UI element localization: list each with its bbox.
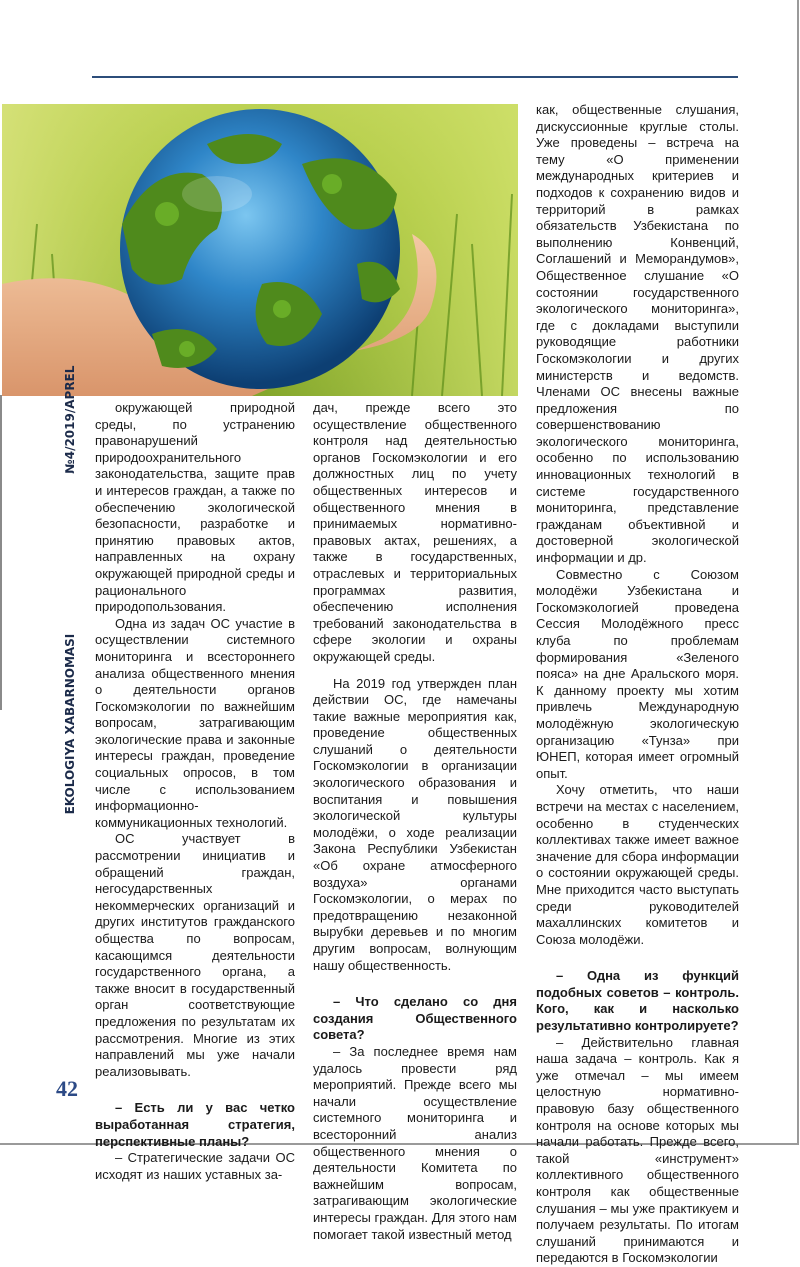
paragraph: Хочу отметить, что наши встречи на местах с населением, особенно в студенческих коллективах также имеет важное значение для сбора информации о состоянии окружающей среды. Мне приходится часто выступать среди руководителей махаллинских комитетов и Союза молодёжи. <box>536 782 739 947</box>
page-number: 42 <box>56 1076 78 1101</box>
issue-date: №4/2019/APREL <box>63 365 77 474</box>
paragraph: дач, прежде всего это осуществление общественного контроля над деятельностью органов Госкомэкологии и его должностных лиц по учету общественных интересов и общественного мнения в принимаемых нормативно-правовых актах, решениях, а также в государственных, отраслевых и территориальных программах развития, обеспечению исполнения требований законодательства в сфере экологии и охраны окружающей среды. <box>313 400 517 664</box>
paragraph: ОС участвует в рассмотрении инициатив и обращений граждан, негосударственных некоммерческих организаций и других институтов гражданского общества по вопросам, касающимся деятельности государственного органа, а также вносит в государственный орган соответствующие предложения по результатам их рассмотрения. Многие из этих направлений мы уже начали реализовывать. <box>95 831 295 1079</box>
journal-name: EKOLOGIYA XABARNOMASI <box>63 633 77 815</box>
question-heading: – Одна из функций подобных советов – контроль. Кого, как и насколько результативно контролируете? <box>536 968 739 1034</box>
paragraph: – Стратегические задачи ОС исходят из наших уставных за- <box>95 1150 295 1182</box>
side-line <box>0 395 2 710</box>
running-header-text <box>63 366 77 815</box>
hero-photo <box>2 104 518 396</box>
globe-in-hand-icon <box>2 104 518 396</box>
question-heading: – Что сделано со дня создания Общественного совета? <box>313 994 517 1043</box>
running-header <box>55 365 85 815</box>
paragraph: окружающей природной среды, по устранению правонарушений природоохранительного законодательства, защите прав и интересов граждан, а также по обеспечению экологической безопасности, разработке и принятию правовых актов, направленных на охрану окружающей природной среды и рационального природопользования. <box>95 400 295 615</box>
paragraph: Совместно с Союзом молодёжи Узбекистана и Госкомэкологией проведена Сессия Молодёжного пресс клуба по проблемам формирования «Зеленого пояса» на дне Аральского моря. К данному проекту мы хотим привлечь Международную молодёжную экологическую организацию «Тунза» при ЮНЕП, которая имеет огромный опыт. <box>536 566 739 781</box>
paragraph: – Действительно главная наша задача – контроль. Как я уже отмечал – мы имеем целостную нормативно-правовую базу общественного контроля на основе которых мы начали работать. Прежде всего, такой «инструмент» коллективного общественного контроля как общественные слушания – мы уже практикуем и получаем результаты. По итогам слушаний принимаются и передаются в Госкомэкологии <box>536 1034 739 1266</box>
question-heading: – Есть ли у вас четко выработанная стратегия, перспективные планы? <box>95 1100 295 1149</box>
paragraph: На 2019 год утвержден план действии ОС, где намечаны такие важные мероприятия как, проведение общественных слушаний о деятельности Госкомэкологии в организации экологического образования и воспитания и повышения экологической культуры молодёжи, о ходе реализации Закона Республики Узбекистан «Об охране атмосферного воздуха» органами Госкомэкологии, о мерах по предотвращению незаконной вырубки деревьев и по многим другим вопросам, волнующим нашу общественность. <box>313 675 517 973</box>
text-column-3 <box>536 102 739 1267</box>
text-column-2 <box>313 400 517 1243</box>
top-rule <box>92 76 738 78</box>
paragraph: – За последнее время нам удалось провести ряд мероприятий. Прежде всего мы начали осуществление системного мониторинга и всесторонний анализ общественного мнения о деятельности Комитета по важнейшим вопросам, затрагивающим экологические интересы граждан. Для этого нам помогает такой известный метод <box>313 1043 517 1242</box>
paragraph: Одна из задач ОС участие в осуществлении системного мониторинга и всестороннего анализа общественного мнения о деятельности органов Госкомэкологии по важнейшим вопросам, затрагивающим экологические права и законные интересы граждан, проведение социальных опросов, в том числе с использованием информационно-коммуникационных технологий. <box>95 615 295 830</box>
text-column-1 <box>95 400 295 1183</box>
paragraph: как, общественные слушания, дискуссионные круглые столы. Уже проведены – встреча на тему «О применении международных критериев и подходов к сохранению видов и территорий в рамках обязательств Узбекистана по выполнению Конвенций, Соглашений и Меморандумов», Общественное слушание «О состоянии государственного экологического мониторинга», где с докладами выступили руководящие работники Госкомэкологии и других министерств и ведомств. Членами ОС внесены важные предложения по совершенствованию экологического мониторинга, особенно по использованию инновационных технологий в системе государственного мониторинга, представление гражданам объективной и достоверной экологической информации и др. <box>536 102 739 566</box>
